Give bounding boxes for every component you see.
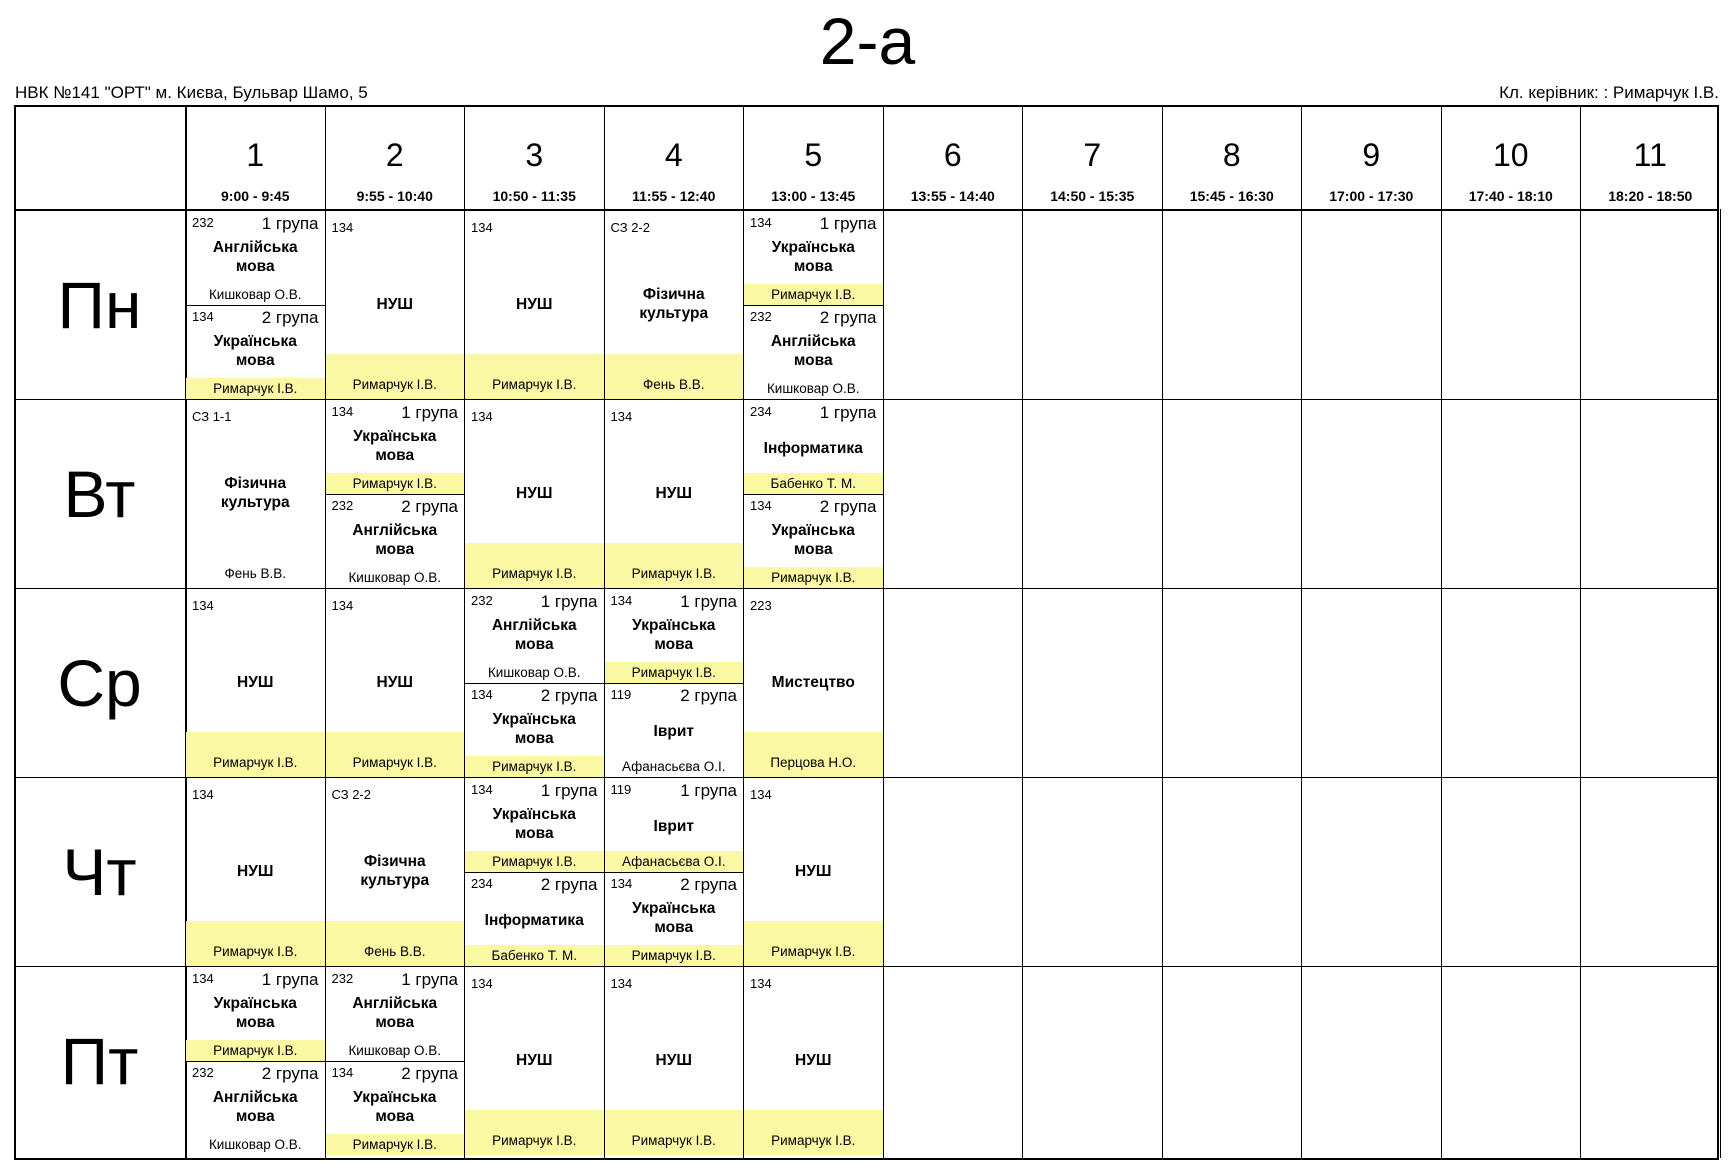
teacher-name: Римарчук І.В.	[744, 1110, 883, 1155]
teacher-name: Кишковар О.В.	[348, 1043, 442, 1058]
room-number: 134	[750, 498, 772, 513]
subject-line: мова	[235, 1014, 275, 1031]
teacher-name: Римарчук І.В.	[186, 1040, 325, 1061]
group-lesson[interactable]	[605, 778, 744, 872]
lesson-cell[interactable]	[744, 778, 883, 966]
teacher-name: Римарчук І.В.	[465, 851, 604, 872]
group-lesson[interactable]	[744, 400, 883, 494]
room-number: 134	[750, 215, 772, 230]
subject-name	[605, 1051, 744, 1070]
group-lesson[interactable]	[186, 305, 325, 399]
subject-line: НУШ	[516, 484, 553, 502]
subject-line: мова	[235, 258, 275, 275]
subject-name	[186, 238, 325, 276]
subject-line: Іврит	[653, 817, 694, 835]
period-time: 9:55 - 10:40	[356, 188, 433, 204]
lesson-cell[interactable]	[326, 967, 465, 1155]
subject-name	[605, 285, 744, 323]
group-label: 2 група	[819, 497, 877, 516]
teacher-name: Кишковар О.В.	[766, 381, 860, 396]
room-number: 232	[331, 498, 354, 513]
subject-line: Українська	[632, 900, 716, 917]
period-time: 11:55 - 12:40	[632, 188, 716, 204]
subject-line: Інформатика	[484, 911, 584, 929]
teacher-name: Римарчук І.В.	[186, 378, 325, 399]
subject-name	[186, 474, 325, 512]
room-number: 234	[471, 876, 493, 891]
subject-line: НУШ	[516, 1051, 553, 1069]
subject-line: Англійська	[212, 1089, 298, 1106]
room-number: 223	[750, 598, 772, 613]
period-header	[743, 105, 883, 209]
lesson-cell[interactable]	[605, 400, 744, 588]
period-header	[1162, 105, 1302, 209]
group-label: 2 група	[819, 308, 877, 327]
room-number: 232	[331, 971, 354, 986]
teacher-name: Кишковар О.В.	[348, 570, 442, 585]
period-header	[1441, 105, 1581, 209]
day-label: Пт	[60, 1024, 139, 1098]
teacher-name: Фень В.В.	[326, 921, 465, 966]
lesson-cell[interactable]	[465, 400, 604, 588]
subject-line: Мистецтво	[771, 673, 855, 691]
teacher-name: Римарчук І.В.	[465, 1110, 604, 1155]
subject-line: Англійська	[212, 239, 298, 256]
subject-line: Українська	[213, 333, 297, 350]
subject-line: НУШ	[655, 484, 692, 502]
subject-name	[326, 1088, 465, 1126]
room-number: 134	[331, 598, 354, 613]
subject-line: культура	[220, 494, 290, 511]
room-number: 134	[471, 782, 493, 797]
group-lesson[interactable]	[605, 872, 744, 966]
column-divider	[1580, 209, 1581, 1158]
group-label: 2 група	[680, 875, 737, 894]
teacher-name: Римарчук І.В.	[465, 756, 604, 777]
subject-name	[326, 994, 465, 1032]
period-header	[185, 105, 325, 209]
subject-name	[465, 484, 604, 503]
group-label: 2 група	[540, 875, 598, 894]
subject-name	[186, 673, 325, 692]
subject-line: Фізична	[224, 475, 287, 492]
column-divider	[1162, 209, 1163, 1158]
group-lesson[interactable]	[326, 967, 465, 1061]
lesson-cell[interactable]	[465, 778, 604, 966]
period-time: 14:50 - 15:35	[1050, 188, 1135, 204]
subject-line: НУШ	[237, 673, 274, 691]
teacher-name: Кишковар О.В.	[208, 1137, 302, 1152]
subject-line: НУШ	[655, 1051, 692, 1069]
subject-line: Українська	[632, 617, 716, 634]
group-divider	[326, 1061, 465, 1062]
subject-line: мова	[793, 541, 833, 558]
teacher-name: Перцова Н.О.	[744, 732, 883, 777]
subject-name	[186, 332, 325, 370]
subject-name	[326, 427, 465, 465]
subject-line: Українська	[492, 711, 576, 728]
teacher-name: Фень В.В.	[605, 354, 744, 399]
subject-name	[465, 911, 604, 930]
subject-line: Українська	[771, 239, 855, 256]
period-time: 15:45 - 16:30	[1189, 188, 1274, 204]
group-lesson[interactable]	[465, 778, 604, 872]
subject-line: мова	[793, 258, 833, 275]
group-lesson[interactable]	[465, 872, 604, 966]
subject-name	[465, 616, 604, 654]
group-label: 1 група	[819, 214, 877, 233]
period-header	[883, 105, 1023, 209]
teacher-name: Кишковар О.В.	[208, 287, 302, 302]
subject-line: Фізична	[642, 286, 705, 303]
subject-name	[465, 1051, 604, 1070]
room-number: 232	[192, 1065, 214, 1080]
group-lesson[interactable]	[465, 683, 604, 777]
teacher-name: Римарчук І.В.	[186, 732, 325, 777]
period-time: 10:50 - 11:35	[492, 188, 576, 204]
subject-name	[605, 722, 744, 741]
subject-line: культура	[360, 872, 430, 889]
period-number: 10	[1492, 137, 1529, 173]
subject-name	[605, 817, 744, 836]
subject-line: Англійська	[352, 995, 438, 1012]
period-time: 17:40 - 18:10	[1468, 188, 1553, 204]
room-number: СЗ 2-2	[610, 220, 650, 235]
group-label: 1 група	[680, 781, 737, 800]
group-label: 1 група	[261, 970, 319, 989]
subject-line: НУШ	[376, 673, 413, 691]
teacher-name: Римарчук І.В.	[605, 662, 744, 683]
lesson-cell[interactable]	[744, 589, 883, 777]
group-divider	[326, 494, 465, 495]
subject-line: Інформатика	[763, 439, 863, 457]
lesson-cell[interactable]	[744, 211, 883, 399]
room-number: 134	[471, 409, 493, 424]
lesson-cell[interactable]	[186, 400, 325, 588]
class-teacher: Кл. керівник: : Римарчук І.В.	[1499, 83, 1719, 102]
subject-line: Англійська	[770, 333, 856, 350]
room-number: 134	[331, 220, 354, 235]
group-divider	[186, 305, 325, 306]
group-lesson[interactable]	[326, 400, 465, 494]
room-number: 232	[192, 215, 214, 230]
subject-line: Іврит	[653, 722, 694, 740]
room-number: 119	[610, 687, 632, 702]
period-time: 13:55 - 14:40	[910, 188, 995, 204]
subject-line: НУШ	[795, 1051, 832, 1069]
day-label: Вт	[63, 457, 136, 531]
subject-line: мова	[793, 352, 833, 369]
day-label: Чт	[62, 835, 137, 909]
subject-name	[326, 852, 465, 890]
period-header	[1301, 105, 1441, 209]
period-time: 18:20 - 18:50	[1608, 188, 1693, 204]
subject-line: НУШ	[376, 295, 413, 313]
period-header	[325, 105, 465, 209]
subject-line: мова	[514, 636, 554, 653]
subject-line: мова	[375, 1014, 415, 1031]
subject-name	[326, 521, 465, 559]
lesson-cell[interactable]	[326, 211, 465, 399]
teacher-name: Римарчук І.В.	[605, 945, 744, 966]
teacher-name: Римарчук І.В.	[465, 354, 604, 399]
group-lesson[interactable]	[186, 1061, 325, 1155]
subject-name	[186, 994, 325, 1032]
room-number: 134	[331, 404, 354, 419]
column-divider	[1301, 209, 1302, 1158]
subject-name	[465, 295, 604, 314]
group-label: 2 група	[261, 308, 319, 327]
group-lesson[interactable]	[326, 494, 465, 588]
group-label: 1 група	[401, 970, 458, 989]
subject-line: мова	[375, 447, 415, 464]
group-lesson[interactable]	[744, 494, 883, 588]
subject-line: Українська	[353, 1089, 437, 1106]
period-number: 8	[1222, 137, 1241, 173]
subject-line: Фізична	[363, 853, 426, 870]
group-label: 1 група	[540, 781, 598, 800]
room-number: 134	[471, 220, 493, 235]
period-number: 7	[1083, 137, 1102, 173]
teacher-name: Бабенко Т. М.	[744, 473, 883, 494]
teacher-name: Афанасьєва О.І.	[622, 759, 726, 774]
subject-name	[605, 484, 744, 503]
subject-line: мова	[235, 352, 275, 369]
teacher-name: Римарчук І.В.	[186, 921, 325, 966]
room-number: 134	[610, 409, 633, 424]
lesson-cell[interactable]	[186, 778, 325, 966]
room-number: 134	[610, 876, 633, 891]
room-number: 234	[750, 404, 772, 419]
group-label: 2 група	[680, 686, 737, 705]
teacher-name: Кишковар О.В.	[487, 665, 581, 680]
subject-name	[326, 295, 465, 314]
group-lesson[interactable]	[605, 683, 744, 777]
room-number: 134	[750, 787, 772, 802]
lesson-cell[interactable]	[605, 967, 744, 1155]
school-name: НВК №141 "ОРТ" м. Києва, Бульвар Шамо, 5	[15, 83, 368, 102]
subject-line: мова	[375, 1108, 415, 1125]
subject-name	[605, 899, 744, 937]
lesson-cell[interactable]	[605, 778, 744, 966]
subject-name	[744, 332, 883, 370]
teacher-name: Афанасьєва О.І.	[605, 851, 744, 872]
lesson-cell[interactable]	[186, 967, 325, 1155]
subject-name	[605, 616, 744, 654]
period-number: 9	[1362, 137, 1381, 173]
room-number: 134	[192, 971, 214, 986]
period-header	[1580, 105, 1720, 209]
group-lesson[interactable]	[186, 211, 325, 305]
group-lesson[interactable]	[326, 1061, 465, 1155]
teacher-name: Римарчук І.В.	[465, 543, 604, 588]
room-number: 119	[610, 782, 632, 797]
lesson-cell[interactable]	[326, 778, 465, 966]
lesson-cell[interactable]	[465, 211, 604, 399]
room-number: 134	[192, 787, 214, 802]
room-number: 134	[610, 593, 633, 608]
period-time: 9:00 - 9:45	[221, 188, 290, 204]
lesson-cell[interactable]	[326, 589, 465, 777]
group-divider	[605, 683, 744, 684]
lesson-cell[interactable]	[186, 211, 325, 399]
subject-line: Українська	[213, 995, 297, 1012]
subject-line: Англійська	[352, 522, 438, 539]
subject-name	[744, 238, 883, 276]
teacher-name: Римарчук І.В.	[744, 921, 883, 966]
group-divider	[465, 872, 604, 873]
subject-line: Українська	[492, 806, 576, 823]
subject-line: Англійська	[491, 617, 577, 634]
teacher-name: Фень В.В.	[224, 566, 287, 581]
day-label: Ср	[57, 646, 142, 720]
subject-name	[744, 521, 883, 559]
group-divider	[465, 683, 604, 684]
subject-name	[326, 673, 465, 692]
teacher-name: Бабенко Т. М.	[465, 945, 604, 966]
subject-line: мова	[235, 1108, 275, 1125]
group-label: 2 група	[401, 1064, 458, 1083]
subject-line: НУШ	[237, 862, 274, 880]
group-lesson[interactable]	[186, 967, 325, 1061]
teacher-name: Римарчук І.В.	[326, 732, 465, 777]
room-number: 134	[471, 687, 493, 702]
subject-line: НУШ	[516, 295, 553, 313]
group-lesson[interactable]	[744, 305, 883, 399]
room-number: 232	[471, 593, 493, 608]
group-divider	[605, 872, 744, 873]
subject-name	[744, 862, 883, 881]
column-divider	[1441, 209, 1442, 1158]
lesson-cell[interactable]	[465, 967, 604, 1155]
teacher-name: Римарчук І.В.	[326, 354, 465, 399]
subject-line: мова	[654, 636, 694, 653]
period-time: 17:00 - 17:30	[1329, 188, 1414, 204]
group-divider	[744, 494, 883, 495]
period-number: 6	[943, 137, 962, 173]
room-number: 134	[331, 1065, 354, 1080]
period-number: 11	[1633, 137, 1667, 173]
page-title: 2-а	[819, 4, 916, 78]
day-label: Пн	[57, 268, 142, 342]
lesson-cell[interactable]	[744, 400, 883, 588]
period-number: 5	[804, 137, 823, 173]
lesson-cell[interactable]	[605, 589, 744, 777]
period-header	[604, 105, 744, 209]
lesson-cell[interactable]	[465, 589, 604, 777]
subject-line: культура	[639, 305, 709, 322]
group-divider	[186, 1061, 325, 1062]
group-label: 2 група	[401, 497, 458, 516]
teacher-name: Римарчук І.В.	[744, 284, 883, 305]
period-number: 2	[385, 137, 404, 173]
subject-line: НУШ	[795, 862, 832, 880]
subject-line: мова	[375, 541, 415, 558]
subject-name	[465, 805, 604, 843]
room-number: 134	[471, 976, 493, 991]
subject-name	[186, 1088, 325, 1126]
group-lesson[interactable]	[605, 589, 744, 683]
subject-name	[186, 862, 325, 881]
group-label: 1 група	[401, 403, 458, 422]
period-time: 13:00 - 13:45	[771, 188, 856, 204]
subject-line: Українська	[353, 428, 437, 445]
group-label: 2 група	[540, 686, 598, 705]
lesson-cell[interactable]	[326, 400, 465, 588]
column-divider	[883, 209, 884, 1158]
room-number: СЗ 1-1	[192, 409, 232, 424]
period-number: 1	[246, 137, 265, 173]
teacher-name: Римарчук І.В.	[326, 473, 465, 494]
subject-name	[744, 673, 883, 692]
subject-line: Українська	[771, 522, 855, 539]
group-label: 1 група	[261, 214, 319, 233]
group-label: 1 група	[540, 592, 598, 611]
subject-name	[744, 1051, 883, 1070]
subject-name	[465, 710, 604, 748]
room-number: 134	[750, 976, 772, 991]
lesson-cell[interactable]	[744, 967, 883, 1155]
teacher-name: Римарчук І.В.	[605, 1110, 744, 1155]
subject-line: мова	[654, 919, 694, 936]
period-header	[1022, 105, 1162, 209]
room-number: 232	[750, 309, 772, 324]
column-divider	[1022, 209, 1023, 1158]
teacher-name: Римарчук І.В.	[326, 1134, 465, 1155]
group-divider	[744, 305, 883, 306]
teacher-name: Римарчук І.В.	[605, 543, 744, 588]
room-number: СЗ 2-2	[331, 787, 371, 802]
group-label: 2 група	[261, 1064, 319, 1083]
subject-line: мова	[514, 730, 554, 747]
subject-name	[744, 439, 883, 458]
subject-line: мова	[514, 825, 554, 842]
group-label: 1 група	[680, 592, 737, 611]
period-number: 3	[525, 137, 544, 173]
room-number: 134	[610, 976, 633, 991]
column-divider	[1720, 209, 1721, 1158]
group-label: 1 група	[819, 403, 877, 422]
teacher-name: Римарчук І.В.	[744, 567, 883, 588]
group-lesson[interactable]	[744, 211, 883, 305]
group-lesson[interactable]	[465, 589, 604, 683]
room-number: 134	[192, 598, 214, 613]
lesson-cell[interactable]	[186, 589, 325, 777]
period-header	[464, 105, 604, 209]
period-number: 4	[664, 137, 683, 173]
lesson-cell[interactable]	[605, 211, 744, 399]
room-number: 134	[192, 309, 214, 324]
